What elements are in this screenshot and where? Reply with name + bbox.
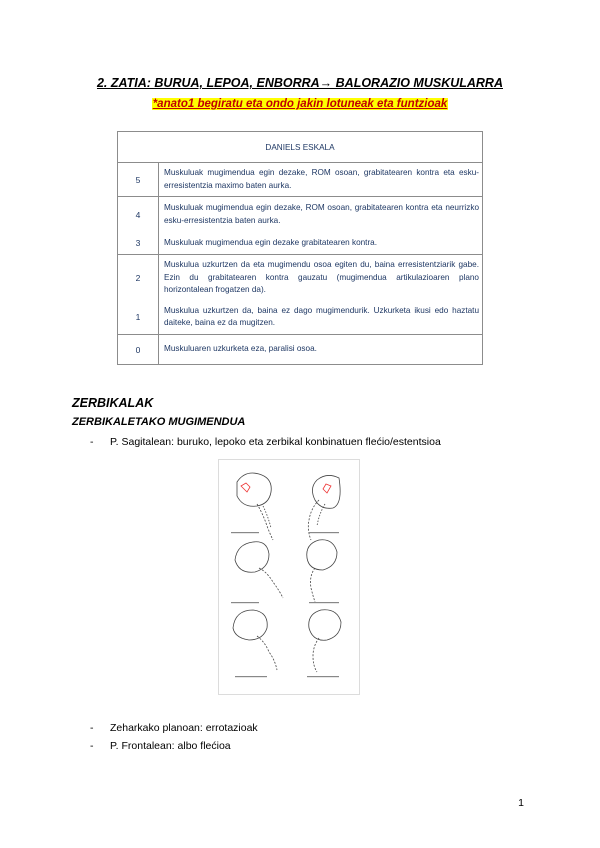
grade-cell: 4 — [118, 197, 159, 233]
grade-cell: 1 — [118, 301, 159, 335]
sub-heading: ZERBIKALETAKO MUGIMENDUA — [72, 416, 246, 428]
bullet-dash: - — [90, 436, 94, 448]
list-item — [90, 722, 258, 734]
grade-description: Muskulua uzkurtzen da, baina ez dago mugimendurik. Uzkurketa ikusi edo haztatu daiteke, baina ez da mugitzen. — [159, 301, 483, 335]
page-title: 2. ZATIA: BURUA, LEPOA, ENBORRA→ BALORAZIO MUSKULARRA — [96, 76, 503, 90]
grade-description: Muskuluak mugimendua egin dezake, ROM osoan, grabitatearen kontra eta esku-erresistentzia maximo baten aurka. — [159, 163, 483, 197]
section-heading: ZERBIKALAK — [72, 396, 154, 410]
daniels-scale-table — [117, 131, 483, 365]
skull-spine-illustration — [219, 460, 359, 694]
page-number: 1 — [518, 797, 524, 809]
list-item — [90, 436, 441, 448]
grade-description: Muskuluak mugimendua egin dezake, ROM osoan, grabitatearen kontra eta neurrizko esku-erresistentzia baten aurka. — [159, 197, 483, 233]
grade-description: Muskuluak mugimendua egin dezake grabitatearen kontra. — [159, 233, 483, 255]
grade-cell: 5 — [118, 163, 159, 197]
table-header: DANIELS ESKALA — [118, 132, 483, 163]
grade-description: Muskulua uzkurtzen da eta mugimendu osoa egiten du, baina erresistentziarik gabe. Ezin du grabitatearen kontra gauzatu (mugimendua artikulazioaren plano horizontalean frogatzen da). — [159, 255, 483, 301]
grade-cell: 3 — [118, 233, 159, 255]
subtitle-line — [0, 94, 600, 112]
bullet-dash: - — [90, 722, 94, 734]
highlighted-note: *anato1 begiratu eta ondo jakin lotuneak eta funtzioak — [152, 98, 448, 110]
bullet-text: Zeharkako planoan: errotazioak — [110, 722, 258, 734]
grade-cell: 2 — [118, 255, 159, 301]
bullet-text: P. Sagitalean: buruko, lepoko eta zerbikal konbinatuen flećio/estentsioa — [110, 436, 441, 448]
grade-description: Muskuluaren uzkurketa eza, paralisi osoa. — [159, 335, 483, 365]
cervical-movement-figure — [218, 459, 360, 695]
bullet-dash: - — [90, 740, 94, 752]
grade-cell: 0 — [118, 335, 159, 365]
list-item — [90, 740, 231, 752]
bullet-text: P. Frontalean: albo flećioa — [110, 740, 231, 752]
